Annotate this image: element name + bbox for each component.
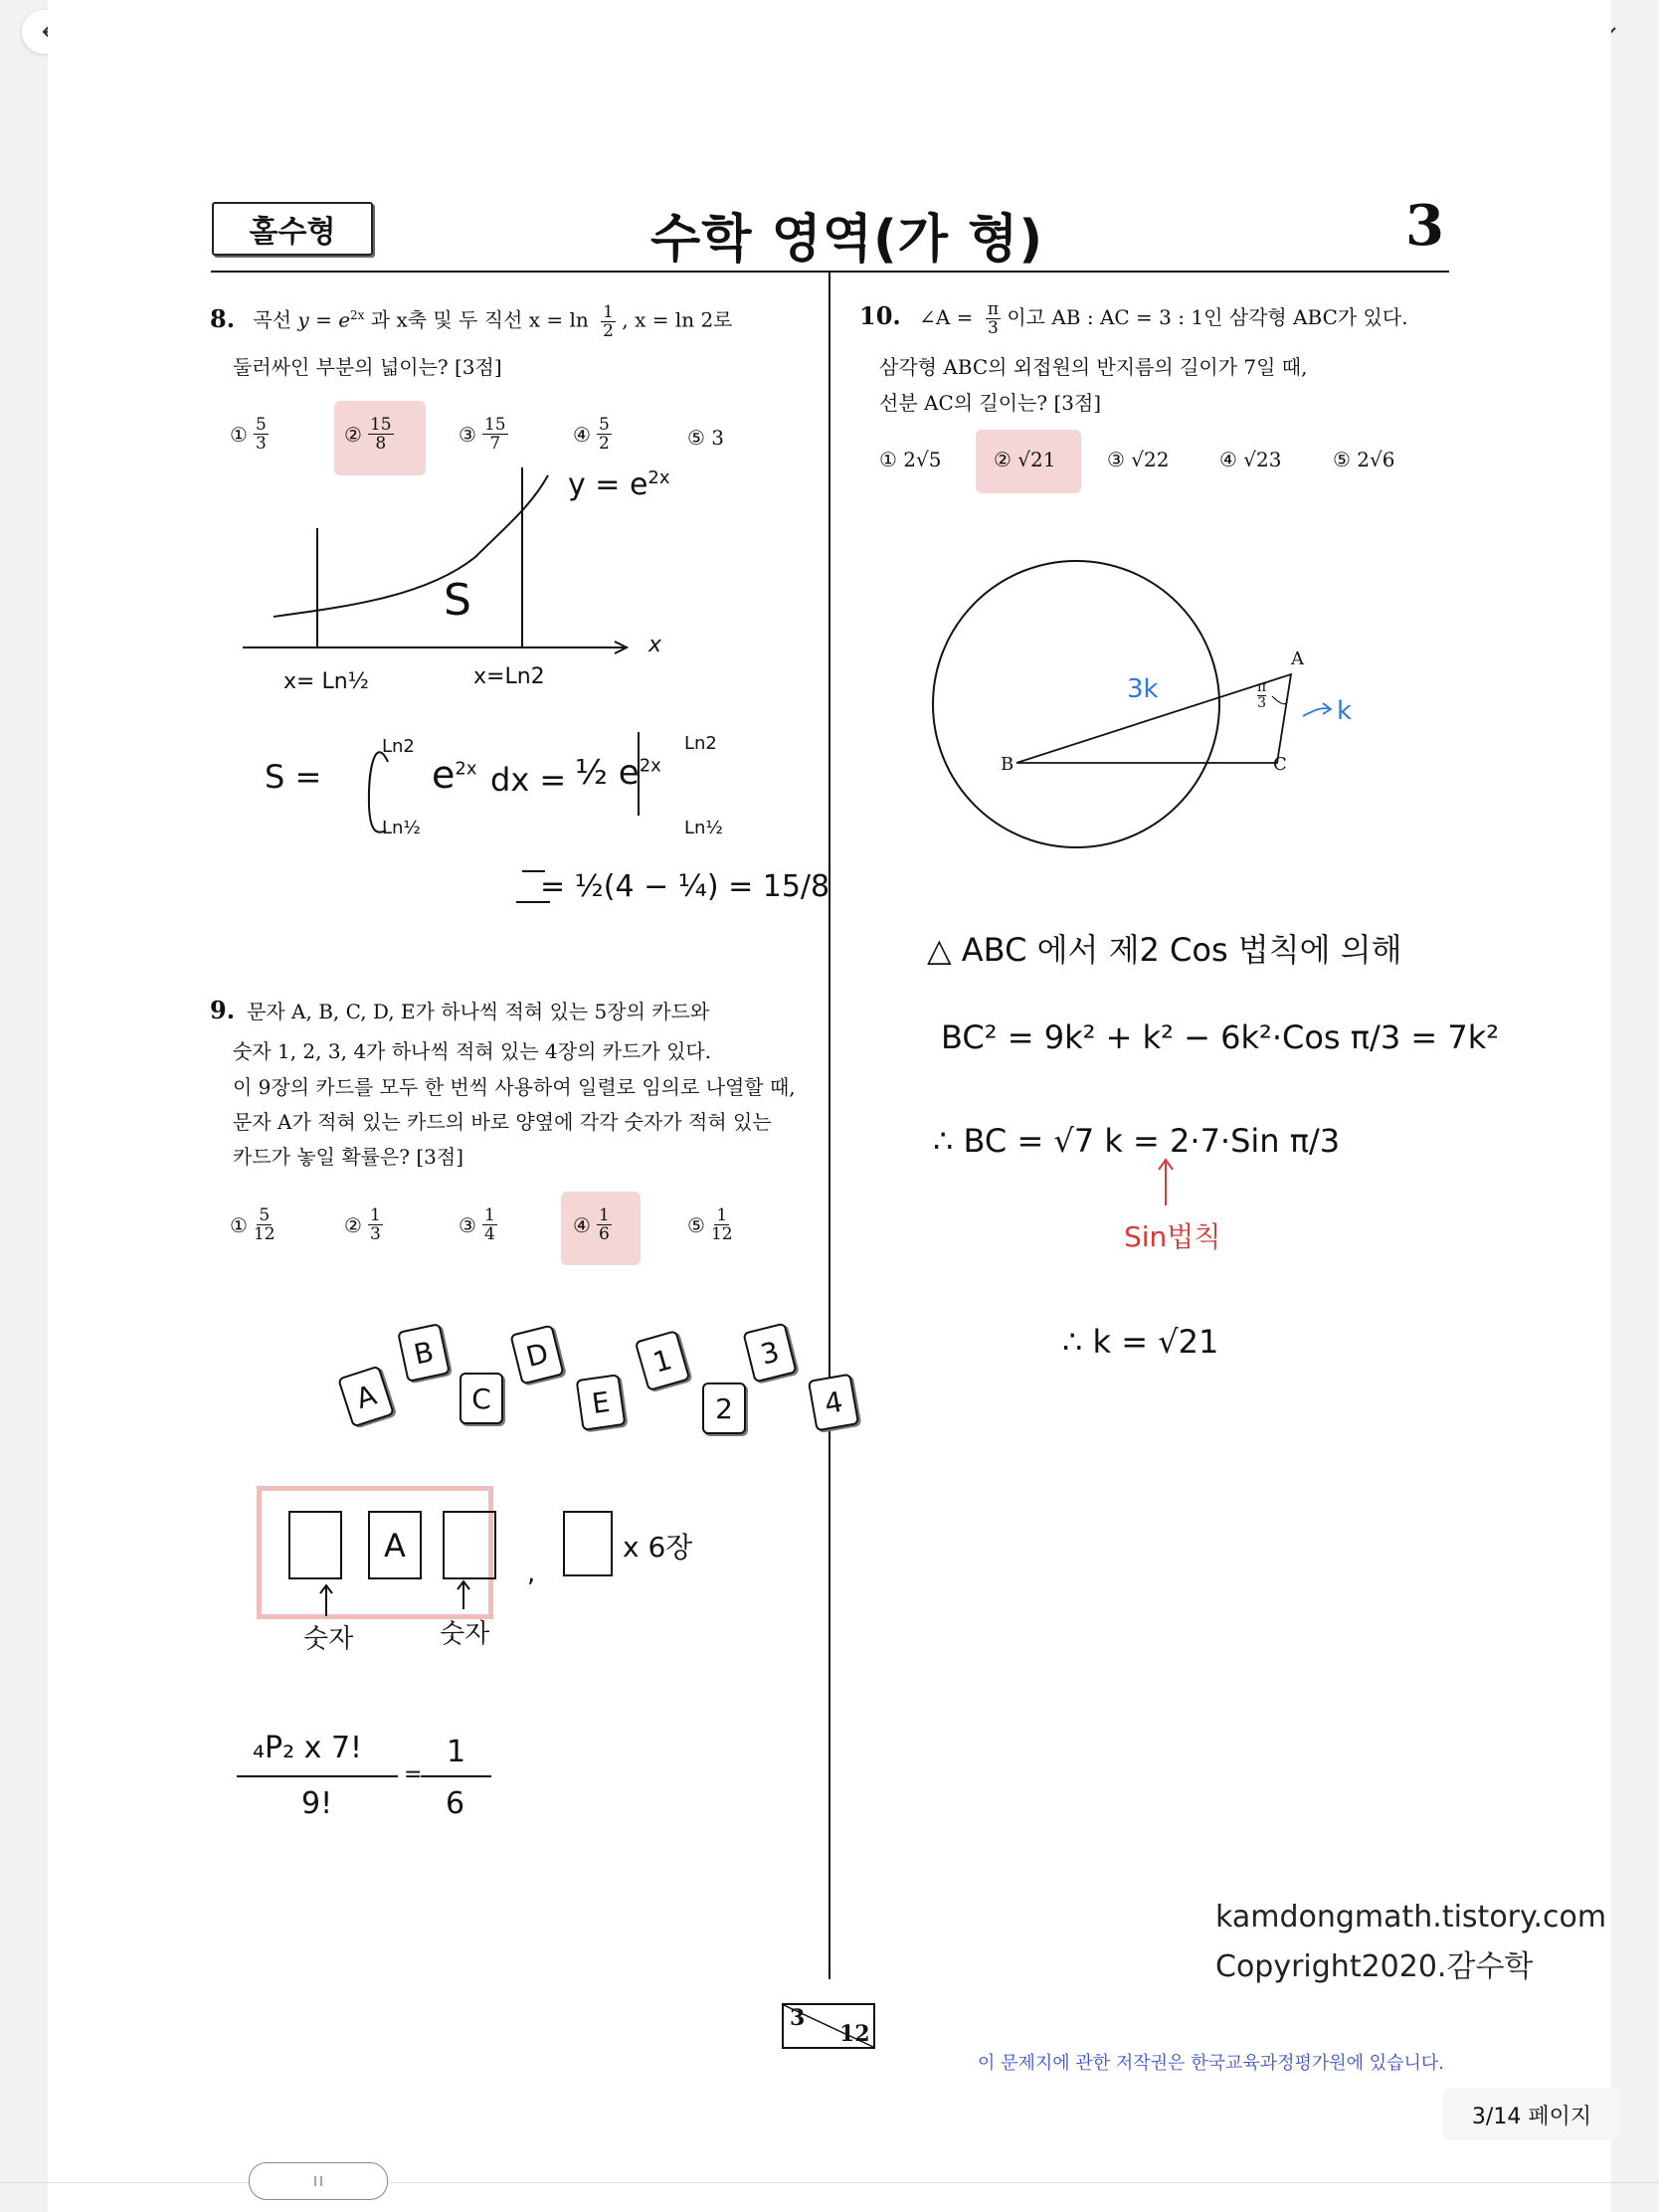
choice-label: ⑤ [687, 1212, 705, 1237]
page-scrubber-handle[interactable] [249, 2162, 388, 2200]
page-fraction-top: 3 [790, 2005, 806, 2031]
q9-hand-num-label-2: 숫자 [440, 1619, 490, 1649]
q8-hand-x-axis: x [648, 633, 662, 657]
q8-exp: 2x [350, 308, 365, 322]
choice-label: ② [344, 1212, 362, 1237]
copyright-notice: 이 문제지에 관한 저작권은 한국교육과정평가원에 있습니다. [978, 2053, 1445, 2074]
frac-num: 5 [598, 415, 610, 435]
q8-line2: 둘러싸인 부분의 넓이는? [3점] [233, 355, 502, 379]
frac-num: 1 [716, 1205, 728, 1225]
q10-choice-4[interactable]: ④ √23 [1219, 448, 1282, 471]
frac-num: 1 [598, 1205, 610, 1225]
q8-hand-dx: dx = [490, 761, 567, 799]
frac-den: 2 [598, 434, 610, 454]
watermark-copyright: Copyright2020.감수학 [1215, 1949, 1534, 1984]
frac-num: 1 [483, 1205, 495, 1225]
choice-label: ④ [573, 1212, 591, 1237]
frac-den: 7 [489, 434, 501, 454]
frac-num: 1 [603, 301, 614, 322]
q9-line5: 카드가 놓일 확률은? [3점] [233, 1145, 464, 1169]
q9-line4: 문자 A가 적혀 있는 카드의 바로 양옆에 각각 숫자가 적혀 있는 [233, 1110, 772, 1134]
q10-label-C: C [1273, 754, 1287, 775]
q9-text: 문자 A, B, C, D, E가 하나씩 적혀 있는 5장의 카드와 [247, 1000, 710, 1023]
hand-exp: 2x [455, 758, 477, 780]
q8-hand-integral-S: S = [265, 758, 322, 796]
choice-label: ③ [459, 1212, 476, 1237]
frac-den: 8 [375, 434, 387, 454]
hand-text: y = e [568, 467, 648, 502]
q9-card-3: 3 [742, 1322, 797, 1382]
q8-hand-result: = ½(4 − ¼) = 15/8 [540, 869, 830, 904]
q8-text-a: 곡선 [253, 307, 292, 332]
q9-hand-numerator: ₄P₂ x 7! [253, 1731, 363, 1765]
q10-hand-line2: BC² = 9k² + k² − 6k²·Cos π/3 = 7k² [941, 1018, 1500, 1056]
frac-num: 15 [369, 415, 392, 435]
q9-line3: 이 9장의 카드를 모두 한 번씩 사용하여 일렬로 임의로 나열할 때, [233, 1075, 796, 1099]
q9-hand-result-d: 6 [446, 1786, 465, 1821]
choice-label: ① [230, 422, 248, 447]
q8-eq: y = e [297, 307, 351, 332]
choice-value: 3 [711, 426, 725, 450]
q10-hand-line1: △ ABC 에서 제2 Cos 법칙에 의해 [927, 931, 1402, 969]
badge-label: 홀수형 [249, 215, 336, 250]
angle-num: π [1257, 679, 1267, 695]
hand-exp: 2x [647, 467, 670, 488]
q8-hand-x1: x= Ln½ [283, 669, 369, 694]
q10-choice-3[interactable]: ③ √22 [1107, 448, 1170, 471]
angle-den: 3 [1257, 695, 1267, 711]
q10-hand-sin-rule: Sin법칙 [1124, 1220, 1221, 1253]
frac-den: 4 [483, 1224, 495, 1244]
q9-hand-eq: = [404, 1762, 423, 1787]
hand-exp: 2x [639, 755, 661, 777]
choice-label: ④ [573, 422, 591, 447]
q10-line3: 선분 AC의 길이는? [3점] [879, 391, 1102, 415]
q10-text-b: 이고 AB : AC = 3 : 1인 삼각형 ABC가 있다. [1007, 305, 1408, 329]
q8-number: 8. [210, 303, 236, 333]
q9-hand-times: x 6장 [623, 1531, 693, 1564]
frac-den: 12 [710, 1224, 733, 1244]
q10-label-B: B [1001, 754, 1014, 775]
page-number: 3 [1405, 193, 1444, 259]
q10-hand-3k: 3k [1127, 674, 1159, 704]
q8-hand-eval-lower: Ln½ [684, 818, 723, 838]
watermark-url: kamdongmath.tistory.com [1215, 1900, 1607, 1935]
frac-den: 3 [255, 434, 267, 454]
frac-num: 15 [483, 415, 506, 435]
hand-text: e [432, 753, 456, 797]
q10-number: 10. [859, 301, 901, 330]
page-fraction-box [782, 2003, 875, 2049]
choice-label: ① [230, 1212, 248, 1237]
page-fraction-bottom: 12 [839, 2021, 870, 2047]
frac-den: 3 [987, 318, 999, 338]
q9-card-B: B [397, 1323, 451, 1382]
q8-hand-x2: x=Ln2 [473, 664, 545, 689]
frac-num: 5 [255, 415, 267, 435]
q9-card-4: 4 [808, 1374, 859, 1432]
q10-hand-k: k [1337, 696, 1353, 726]
q8-hand-int-lower: Ln½ [382, 818, 421, 838]
q10-label-A: A [1291, 648, 1304, 669]
frac-den: 2 [603, 320, 614, 341]
frac-den: 6 [598, 1224, 610, 1244]
page-indicator: 3/14 페이지 [1442, 2089, 1621, 2140]
q8-text-b: 과 x축 및 두 직선 x = ln [370, 307, 589, 332]
q8-hand-int-upper: Ln2 [382, 736, 415, 757]
q9-card-D: D [509, 1324, 564, 1384]
q8-hand-S: S [444, 575, 471, 626]
q9-card-A: A [337, 1365, 395, 1427]
choice-label: ② [344, 422, 362, 447]
q10-hand-line3: ∴ BC = √7 k = 2·7·Sin π/3 [933, 1122, 1341, 1160]
q10-hand-line4: ∴ k = √21 [1062, 1323, 1219, 1361]
q10-text-a: ∠A = [919, 305, 974, 329]
q9-hand-result-n: 1 [447, 1735, 466, 1769]
q10-choice-1[interactable]: ① 2√5 [879, 448, 942, 471]
frac-num: 5 [259, 1205, 271, 1225]
grip-icon [310, 2175, 326, 2187]
choice-label: ③ [459, 422, 476, 447]
q9-hand-comma: , [527, 1559, 536, 1588]
frac-num: 1 [369, 1205, 381, 1225]
q9-hand-num-label-1: 숫자 [303, 1624, 354, 1654]
q9-card-2: 2 [702, 1382, 746, 1434]
q10-choice-2[interactable]: ② √21 [994, 448, 1056, 471]
q8-text-c: , x = ln 2로 [622, 307, 733, 332]
q9-hand-denominator: 9! [301, 1786, 333, 1821]
q9-card-C: C [460, 1373, 503, 1424]
q9-line2: 숫자 1, 2, 3, 4가 하나씩 적혀 있는 4장의 카드가 있다. [233, 1039, 712, 1063]
frac-den: 12 [253, 1224, 276, 1244]
q10-choice-5[interactable]: ⑤ 2√6 [1333, 448, 1395, 471]
choice-label: ⑤ [687, 426, 705, 450]
page-title: 수학 영역(가 형) [650, 210, 1044, 270]
hand-text: ½ e [575, 753, 640, 793]
document-page [48, 0, 1611, 2212]
q9-number: 9. [210, 996, 236, 1024]
q9-card-1: 1 [635, 1330, 691, 1391]
q8-hand-eval-upper: Ln2 [684, 733, 717, 754]
frac-den: 3 [369, 1224, 381, 1244]
q10-line2: 삼각형 ABC의 외접원의 반지름의 길이가 7일 때, [879, 355, 1308, 379]
q10-hand-red-arrow [48, 0, 1611, 1293]
q9-card-E: E [576, 1374, 627, 1431]
slot-label: A [384, 1526, 406, 1565]
frac-num: π [987, 299, 999, 319]
